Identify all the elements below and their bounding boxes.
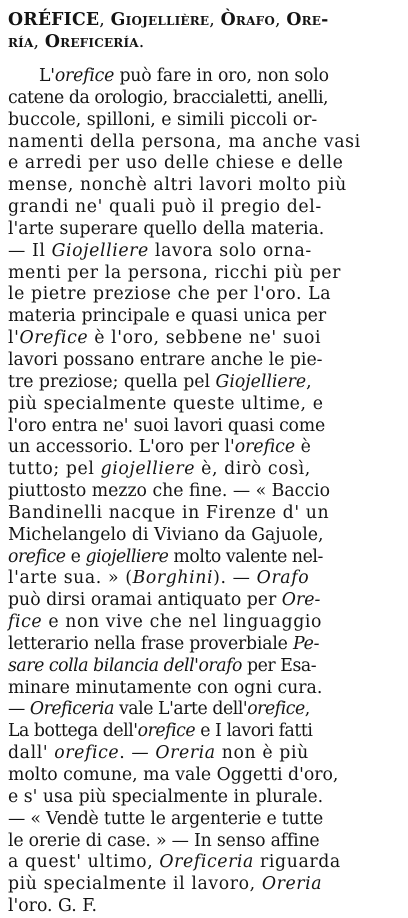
body-line: menti per la persona, ricchi più per [8, 262, 341, 283]
body-line: l'arte superare quello della materia. [8, 218, 325, 239]
heading-term-giojelliere: Giojellière [110, 10, 210, 30]
body-line: le orerie di case. » — In senso affine [8, 830, 320, 851]
body-line: più specialmente il lavoro, Oreria [8, 874, 323, 895]
heading-term-orafo: Òrafo [220, 10, 275, 30]
body-line: piuttosto mezzo che fine. — « Baccio [8, 481, 330, 502]
body-line: l'oro. G. F. [8, 896, 97, 917]
body-line: materia principale e quasi unica per [8, 306, 327, 327]
body-line: l'arte sua. » (Borghini). — Orafo [8, 568, 310, 589]
heading-term-orefice: ORÉFICE [8, 10, 100, 30]
heading-term-oreria: Ore- [286, 10, 329, 30]
body-line: grandi ne' quali può il pregio del- [8, 197, 322, 218]
body-line: — « Vendè tutte le argenterie e tutte [8, 808, 323, 829]
body-line: l'Orefice è l'oro, sebbene ne' suoi [8, 328, 322, 349]
body-line: sare colla bilancia dell'orafo per Esa- [8, 655, 317, 676]
body-line: orefice e giojelliere molto valente nel- [8, 546, 323, 567]
body-line: e arredi per uso delle chiese e delle [8, 153, 344, 174]
body-line: le pietre preziose che per l'oro. La [8, 284, 332, 305]
body-line: può dirsi oramai antiquato per Ore- [8, 590, 321, 611]
body-line: — Oreficeria vale L'arte dell'orefice, [8, 699, 310, 720]
body-line: dall' orefice. — Oreria non è più [8, 743, 309, 764]
body-line: molto comune, ma vale Oggetti d'oro, [8, 765, 339, 785]
body-line: minare minutamente con ogni cura. [8, 677, 323, 698]
body-line: l'oro entra ne' suoi lavori quasi come [8, 415, 325, 436]
body-line: Michelangelo di Viviano da Gajuole, [8, 524, 324, 545]
body-line: un accessorio. L'oro per l'orefice è [8, 437, 311, 458]
body-line: tutto; pel giojelliere è, dirò così, [8, 459, 311, 480]
body-line: mense, nonchè altri lavori molto più [8, 175, 347, 196]
body-line: — Il Giojelliere lavora solo orna- [8, 240, 312, 261]
body-line: Bandinelli nacque in Firenze d' un [8, 502, 330, 523]
body-line: e s' usa più specialmente in plurale. [8, 786, 324, 807]
body-line: a quest' ultimo, Oreficeria riguarda [8, 852, 341, 873]
body-line: tre preziose; quella pel Giojelliere, [8, 371, 312, 392]
body-line: lavori possano entrare anche le pie- [8, 349, 323, 370]
body-line: namenti della persona, ma anche vasi [8, 131, 361, 152]
body-line: catene da orologio, braccialetti, anelli, [8, 87, 329, 108]
entry-heading: ORÉFICE, Giojellière, Òrafo, Ore- ría, Oreficería. [8, 10, 329, 52]
body-line: La bottega dell'orefice e I lavori fatti [8, 721, 313, 742]
body-line: fice e non vive che nel linguaggio [8, 612, 323, 633]
entry-body [8, 66, 402, 918]
body-line: L'orefice può fare in oro, non solo [39, 66, 329, 86]
body-line: più specialmente queste ultime, e [8, 393, 324, 414]
heading-term-oreficeria: Oreficería [44, 32, 139, 52]
body-line: buccole, spilloni, e simili piccoli or- [8, 109, 318, 130]
body-line: letterario nella frase proverbiale Pe- [8, 633, 320, 654]
